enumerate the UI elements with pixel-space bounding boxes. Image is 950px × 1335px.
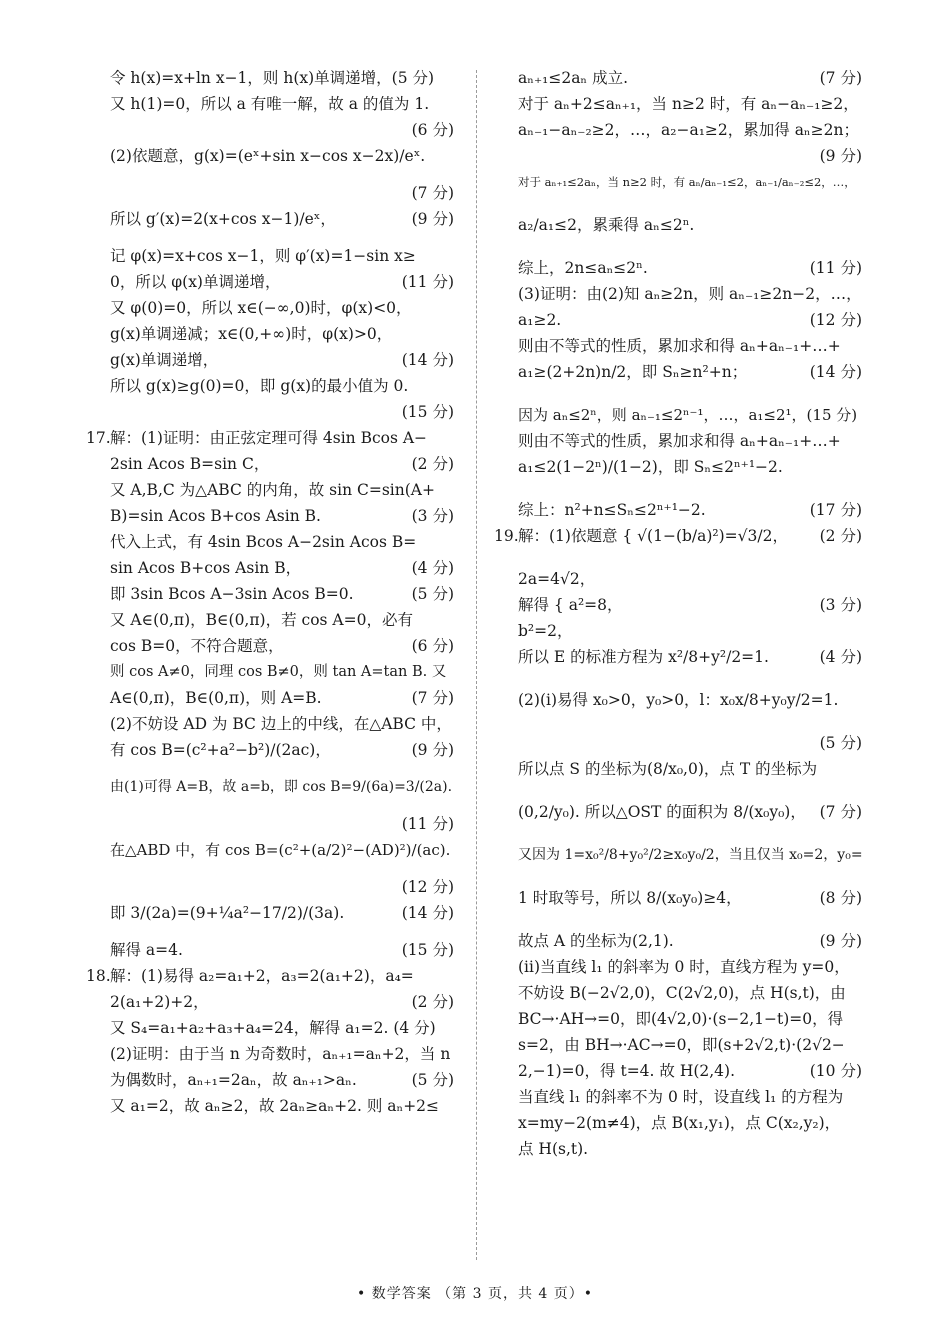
answer-line — [86, 966, 454, 986]
question-number: 18. — [86, 967, 111, 985]
answer-line — [86, 454, 454, 474]
answer-text: (2)(ⅰ)易得 x₀>0，y₀>0，l：x₀x/8+y₀y/2=1. — [518, 691, 839, 709]
answer-line — [86, 209, 454, 229]
score-mark: (17 分) — [809, 501, 862, 519]
answer-line — [86, 402, 454, 422]
answer-text: 解：(1)易得 a₂=a₁+2，a₃=2(a₁+2)，a₄= — [110, 967, 414, 985]
answer-text: 所以 g(x)≥g(0)=0，即 g(x)的最小值为 0. — [110, 377, 409, 395]
score-mark: (12 分) — [401, 878, 454, 896]
score-mark: (15 分) — [401, 941, 454, 959]
score-mark: (12 分) — [809, 311, 862, 329]
answer-line — [86, 428, 454, 448]
answer-text: 综上：n²+n≤Sₙ≤2ⁿ⁺¹−2. — [518, 501, 706, 519]
answer-line — [494, 802, 862, 822]
score-mark: (6 分) — [411, 121, 454, 139]
answer-line — [494, 888, 862, 908]
score-mark: (6 分) — [411, 637, 454, 655]
answer-line — [494, 526, 862, 546]
answer-line — [86, 506, 454, 526]
right-column — [494, 68, 862, 1268]
score-mark: (10 分) — [809, 1062, 862, 1080]
answer-text: 则由不等式的性质，累加求和得 aₙ+aₙ₋₁+…+ — [518, 337, 841, 355]
answer-text: 所以 E 的标准方程为 x²/8+y²/2=1. — [518, 648, 769, 666]
answer-text: (2)不妨设 AD 为 BC 边上的中线，在△ABC 中， — [110, 715, 452, 733]
answer-line — [494, 621, 862, 641]
answer-line — [494, 362, 862, 382]
answer-line — [86, 183, 454, 203]
answer-text: 解得 a=4. — [110, 941, 183, 959]
answer-text: (2)依题意，g(x)=(eˣ+sin x−cos x−2x)/eˣ. — [110, 147, 426, 165]
score-mark: (9 分) — [411, 741, 454, 759]
answer-line — [494, 647, 862, 667]
answer-text: 有 cos B=(c²+a²−b²)/(2ac)， — [110, 741, 331, 759]
score-mark: (14 分) — [401, 904, 454, 922]
answer-line — [494, 120, 862, 140]
answer-line — [494, 1139, 862, 1159]
answer-text: 0，所以 φ(x)单调递增， — [110, 273, 281, 291]
answer-line — [86, 610, 454, 630]
answer-line — [494, 1113, 862, 1133]
answer-line — [494, 690, 862, 710]
answer-line — [494, 336, 862, 356]
answer-text: 故点 A 的坐标为(2,1). — [518, 932, 674, 950]
answer-text: 对于 aₙ+2≤aₙ₊₁，当 n≥2 时，有 aₙ−aₙ₋₁≥2， — [518, 95, 859, 113]
answer-text: 所以点 S 的坐标为(8/x₀,0)，点 T 的坐标为 — [518, 760, 818, 778]
answer-line — [494, 405, 862, 425]
score-mark: (11 分) — [401, 815, 454, 833]
answer-line — [86, 636, 454, 656]
answer-text: B)=sin Acos B+cos Asin B. — [110, 507, 321, 525]
answer-line — [86, 1070, 454, 1090]
score-mark: (2 分) — [411, 993, 454, 1011]
answer-text: x=my−2(m≠4)，点 B(x₁,y₁)，点 C(x₂,y₂)， — [518, 1114, 841, 1132]
answer-text: aₙ₊₁≤2aₙ 成立. — [518, 69, 628, 87]
answer-text: 2(a₁+2)+2， — [110, 993, 209, 1011]
answer-text: 又 φ(0)=0，所以 x∈(−∞,0)时，φ(x)<0， — [110, 299, 412, 317]
score-mark: (7 分) — [819, 69, 862, 87]
score-mark: (5 分) — [411, 585, 454, 603]
answer-text: 记 φ(x)=x+cos x−1，则 φ′(x)=1−sin x≥ — [110, 247, 416, 265]
answer-line — [86, 246, 454, 266]
answer-text: 又 A∈(0,π)，B∈(0,π)，若 cos A=0，必有 — [110, 611, 413, 629]
answer-line — [86, 814, 454, 834]
answer-text: 即 3/(2a)=(9+¼a²−17/2)/(3a). — [110, 904, 345, 922]
answer-text: 令 h(x)=x+ln x−1，则 h(x)单调递增，(5 分) — [110, 69, 435, 87]
answer-text: b²=2， — [518, 622, 573, 640]
answer-text: aₙ₋₁−aₙ₋₂≥2，…，a₂−a₁≥2，累加得 aₙ≥2n； — [518, 121, 859, 139]
answer-line — [494, 431, 862, 451]
answer-text: 又 a₁=2，故 aₙ≥2，故 2aₙ≥aₙ+2. 则 aₙ+2≤ — [110, 1097, 440, 1115]
answer-line — [86, 324, 454, 344]
answer-text: 所以 g′(x)=2(x+cos x−1)/eˣ， — [110, 210, 336, 228]
answer-line — [494, 258, 862, 278]
answer-line — [494, 1035, 862, 1055]
answer-text: 2sin Acos B=sin C， — [110, 455, 270, 473]
answer-text: 则 cos A≠0，同理 cos B≠0，则 tan A=tan B. 又 — [110, 664, 447, 680]
answer-text: (ⅱ)当直线 l₁ 的斜率为 0 时，直线方程为 y=0， — [518, 958, 850, 976]
column-divider — [476, 70, 477, 1260]
answer-text: 又 S₄=a₁+a₂+a₃+a₄=24，解得 a₁=2. (4 分) — [110, 1019, 436, 1037]
answer-line — [494, 845, 862, 865]
answer-line — [494, 569, 862, 589]
answer-line — [86, 740, 454, 760]
answer-line — [86, 877, 454, 897]
answer-text: 2a=4√2， — [518, 570, 596, 588]
answer-line — [494, 457, 862, 477]
answer-line — [494, 94, 862, 114]
score-mark: (3 分) — [819, 596, 862, 614]
answer-text: 即 3sin Bcos A−3sin Acos B=0. — [110, 585, 354, 603]
answer-line — [86, 584, 454, 604]
answer-text: 不妨设 B(−2√2,0)，C(2√2,0)，点 H(s,t)，由 — [518, 984, 846, 1002]
answer-line — [494, 146, 862, 166]
answer-line — [86, 992, 454, 1012]
answer-line — [86, 146, 454, 166]
score-mark: (9 分) — [411, 210, 454, 228]
answer-text: 解得 { a²=8， — [518, 596, 623, 614]
answer-line — [494, 595, 862, 615]
score-mark: (11 分) — [809, 259, 862, 277]
answer-line — [494, 68, 862, 88]
score-mark: (9 分) — [819, 932, 862, 950]
answer-line — [86, 68, 454, 88]
answer-line — [86, 272, 454, 292]
answer-text: 代入上式，有 4sin Bcos A−2sin Acos B= — [110, 533, 417, 551]
answer-line — [86, 840, 454, 860]
score-mark: (4 分) — [819, 648, 862, 666]
answer-text: cos B=0，不符合题意， — [110, 637, 284, 655]
score-mark: (14 分) — [809, 363, 862, 381]
answer-text: 解：(1)证明：由正弦定理可得 4sin Bcos A− — [110, 429, 428, 447]
answer-line — [494, 310, 862, 330]
answer-text: 为偶数时，aₙ₊₁=2aₙ，故 aₙ₊₁>aₙ. — [110, 1071, 357, 1089]
score-mark: (15 分) — [401, 403, 454, 421]
answer-line — [494, 733, 862, 753]
answer-text: s=2，由 BH→·AC→=0，即(s+2√2,t)·(2√2− — [518, 1036, 845, 1054]
score-mark: (14 分) — [401, 351, 454, 369]
answer-line — [494, 983, 862, 1003]
answer-text: 在△ABD 中，有 cos B=(c²+(a/2)²−(AD)²)/(ac). — [110, 841, 451, 859]
answer-text: 当直线 l₁ 的斜率不为 0 时，设直线 l₁ 的方程为 — [518, 1088, 844, 1106]
score-mark: (2 分) — [411, 455, 454, 473]
answer-line — [86, 1018, 454, 1038]
score-mark: (2 分) — [819, 527, 862, 545]
page-footer: • 数学答案 （第 3 页，共 4 页）• — [356, 1286, 594, 1302]
score-mark: (7 分) — [819, 803, 862, 821]
answer-line — [86, 558, 454, 578]
answer-line — [86, 376, 454, 396]
answer-text: a₁≥(2+2n)n/2，即 Sₙ≥n²+n； — [518, 363, 748, 381]
answer-line — [86, 662, 454, 682]
answer-line — [494, 215, 862, 235]
answer-line — [86, 903, 454, 923]
answer-line — [86, 940, 454, 960]
answer-line — [86, 1096, 454, 1116]
answer-line — [494, 1009, 862, 1029]
answer-line — [494, 500, 862, 520]
answer-line — [494, 1061, 862, 1081]
answer-line — [86, 120, 454, 140]
score-mark: (7 分) — [411, 689, 454, 707]
answer-line — [86, 1044, 454, 1064]
answer-text: a₁≥2. — [518, 311, 562, 329]
score-mark: (4 分) — [411, 559, 454, 577]
answer-line — [86, 298, 454, 318]
answer-text: 解：(1)依题意 { √(1−(b/a)²)=√3/2， — [518, 527, 788, 545]
answer-text: 对于 aₙ₊₁≤2aₙ，当 n≥2 时，有 aₙ/aₙ₋₁≤2，aₙ₋₁/aₙ₋₂≤2，…， — [518, 175, 856, 189]
score-mark: (9 分) — [819, 147, 862, 165]
answer-text: (3)证明：由(2)知 aₙ≥2n，则 aₙ₋₁≥2n−2，…， — [518, 285, 862, 303]
answer-text: 综上，2n≤aₙ≤2ⁿ. — [518, 259, 648, 277]
answer-text: 因为 aₙ≤2ⁿ，则 aₙ₋₁≤2ⁿ⁻¹，…，a₁≤2¹，(15 分) — [518, 406, 858, 424]
answer-text: (0,2/y₀). 所以△OST 的面积为 8/(x₀y₀)， — [518, 803, 806, 821]
score-mark: (7 分) — [411, 184, 454, 202]
answer-text: a₂/a₁≤2，累乘得 aₙ≤2ⁿ. — [518, 216, 695, 234]
answer-line — [494, 1087, 862, 1107]
answer-text: 则由不等式的性质，累加求和得 aₙ+aₙ₋₁+…+ — [518, 432, 841, 450]
answer-line — [86, 94, 454, 114]
answer-text: 又 A,B,C 为△ABC 的内角，故 sin C=sin(A+ — [110, 481, 435, 499]
score-mark: (8 分) — [819, 889, 862, 907]
answer-line — [494, 931, 862, 951]
answer-line — [86, 350, 454, 370]
answer-line — [86, 688, 454, 708]
answer-line — [494, 957, 862, 977]
answer-text: 2,−1)=0，得 t=4. 故 H(2,4). — [518, 1062, 736, 1080]
answer-line — [494, 284, 862, 304]
score-mark: (5 分) — [411, 1071, 454, 1089]
answer-text: 由(1)可得 A=B，故 a=b，即 cos B=9/(6a)=3/(2a). — [110, 779, 453, 795]
score-mark: (11 分) — [401, 273, 454, 291]
answer-text: A∈(0,π)，B∈(0,π)，则 A=B. — [110, 689, 322, 707]
question-number: 17. — [86, 429, 111, 447]
answer-text: g(x)单调递减；x∈(0,+∞)时，φ(x)>0， — [110, 325, 393, 343]
answer-line — [494, 172, 862, 192]
answer-line — [86, 532, 454, 552]
answer-text: 点 H(s,t). — [518, 1140, 589, 1158]
score-mark: (3 分) — [411, 507, 454, 525]
answer-text: g(x)单调递增， — [110, 351, 219, 369]
answer-line — [86, 714, 454, 734]
answer-line — [86, 777, 454, 797]
answer-text: 1 时取等号，所以 8/(x₀y₀)≥4， — [518, 889, 742, 907]
answer-text: a₁≤2(1−2ⁿ)/(1−2)，即 Sₙ≤2ⁿ⁺¹−2. — [518, 458, 783, 476]
answer-text: 又 h(1)=0，所以 a 有唯一解，故 a 的值为 1. — [110, 95, 430, 113]
answer-line — [494, 759, 862, 779]
question-number: 19. — [494, 527, 519, 545]
score-mark: (5 分) — [819, 734, 862, 752]
left-column — [86, 68, 454, 1268]
answer-text: 又因为 1=x₀²/8+y₀²/2≥x₀y₀/2，当且仅当 x₀=2，y₀= — [518, 847, 863, 863]
answer-text: (2)证明：由于当 n 为奇数时，aₙ₊₁=aₙ+2，当 n — [110, 1045, 451, 1063]
answer-text: BC→·AH→=0，即(4√2,0)·(s−2,1−t)=0，得 — [518, 1010, 844, 1028]
answer-line — [86, 480, 454, 500]
answer-text: sin Acos B+cos Asin B， — [110, 559, 302, 577]
